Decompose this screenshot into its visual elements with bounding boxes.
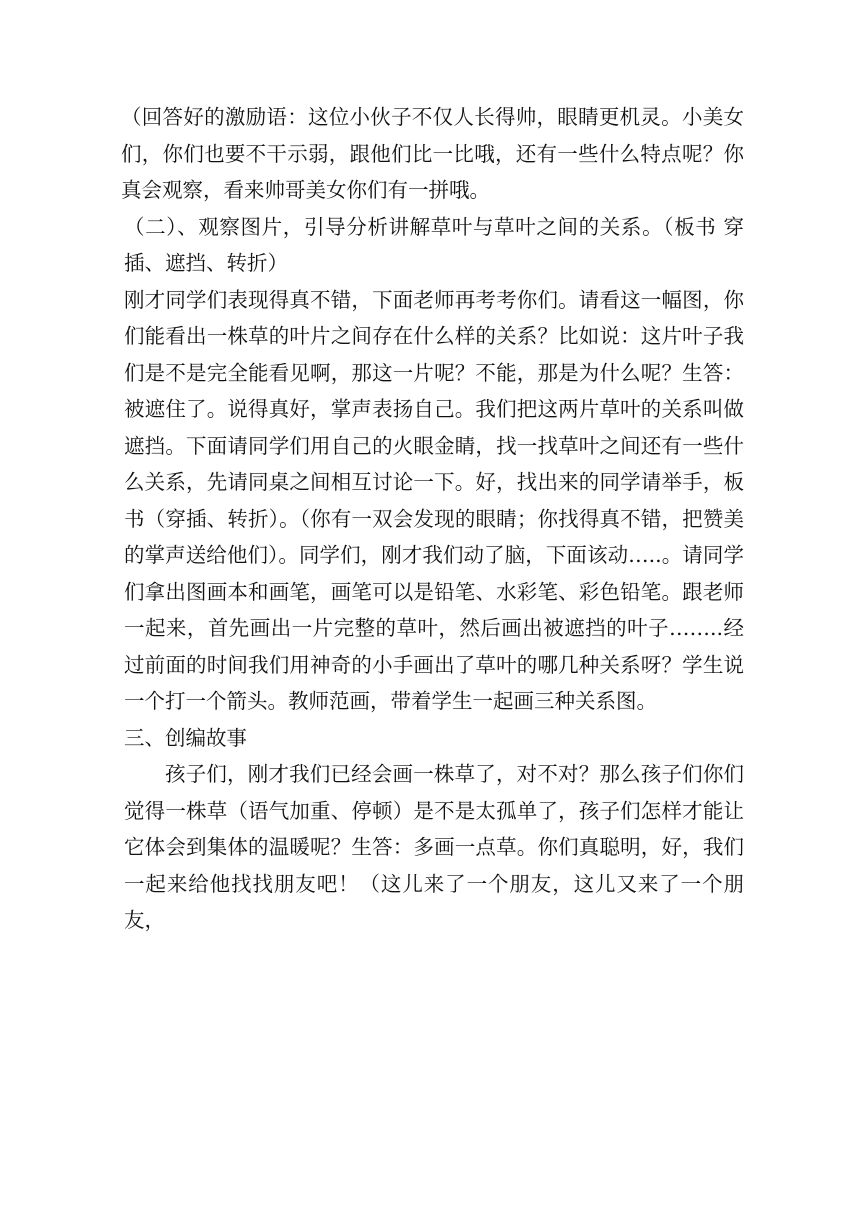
document-page — [121, 99, 744, 939]
section-three-heading: 三、创编故事 — [124, 725, 247, 750]
paragraph-praise-words: （回答好的激励语：这位小伙子不仅人长得帅，眼睛更机灵。小美女们，你们也要不干示弱，跟他们比一比哦，还有一些什么特点呢？你真会观察，看来帅哥美女你们有一拼哦。 — [121, 105, 744, 202]
paragraph-section-three-body: 孩子们，刚才我们已经会画一株草了，对不对？那么孩子们你们觉得一株草（语气加重、停顿）是不是太孤单了，孩子们怎样才能让它体会到集体的温暖呢？生答：多画一点草。你们真聪明，好，我们一起来给他找找朋友吧！（这儿来了一个朋友，这儿又来了一个朋友， — [124, 762, 744, 932]
section-two-heading: （二）、观察图片，引导分析讲解草叶与草叶之间的关系。（板书 穿插、遮挡、转折） — [124, 214, 744, 275]
paragraph-section-two-body: 刚才同学们表现得真不错，下面老师再考考你们。请看这一幅图，你们能看出一株草的叶片之间存在什么样的关系？比如说：这片叶子我们是不是完全能看见啊，那这一片呢？不能，那是为什么呢？生答：被遮住了。说得真好，掌声表扬自己。我们把这两片草叶的关系叫做遮挡。下面请同学们用自己的火眼金睛，找一找草叶之间还有一些什么关系，先请同桌之间相互讨论一下。好，找出来的同学请举手，板书（穿插、转折）。（你有一双会发现的眼睛；你找得真不错，把赞美的掌声送给他们）。同学们，刚才我们动了脑，下面该动…..。请同学们拿出图画本和画笔，画笔可以是铅笔、水彩笔、彩色铅笔。跟老师一起来，首先画出一片完整的草叶，然后画出被遮挡的叶子……..经过前面的时间我们用神奇的小手画出了草叶的哪几种关系呀？学生说一个打一个箭头。教师范画，带着学生一起画三种关系图。 — [124, 287, 744, 713]
